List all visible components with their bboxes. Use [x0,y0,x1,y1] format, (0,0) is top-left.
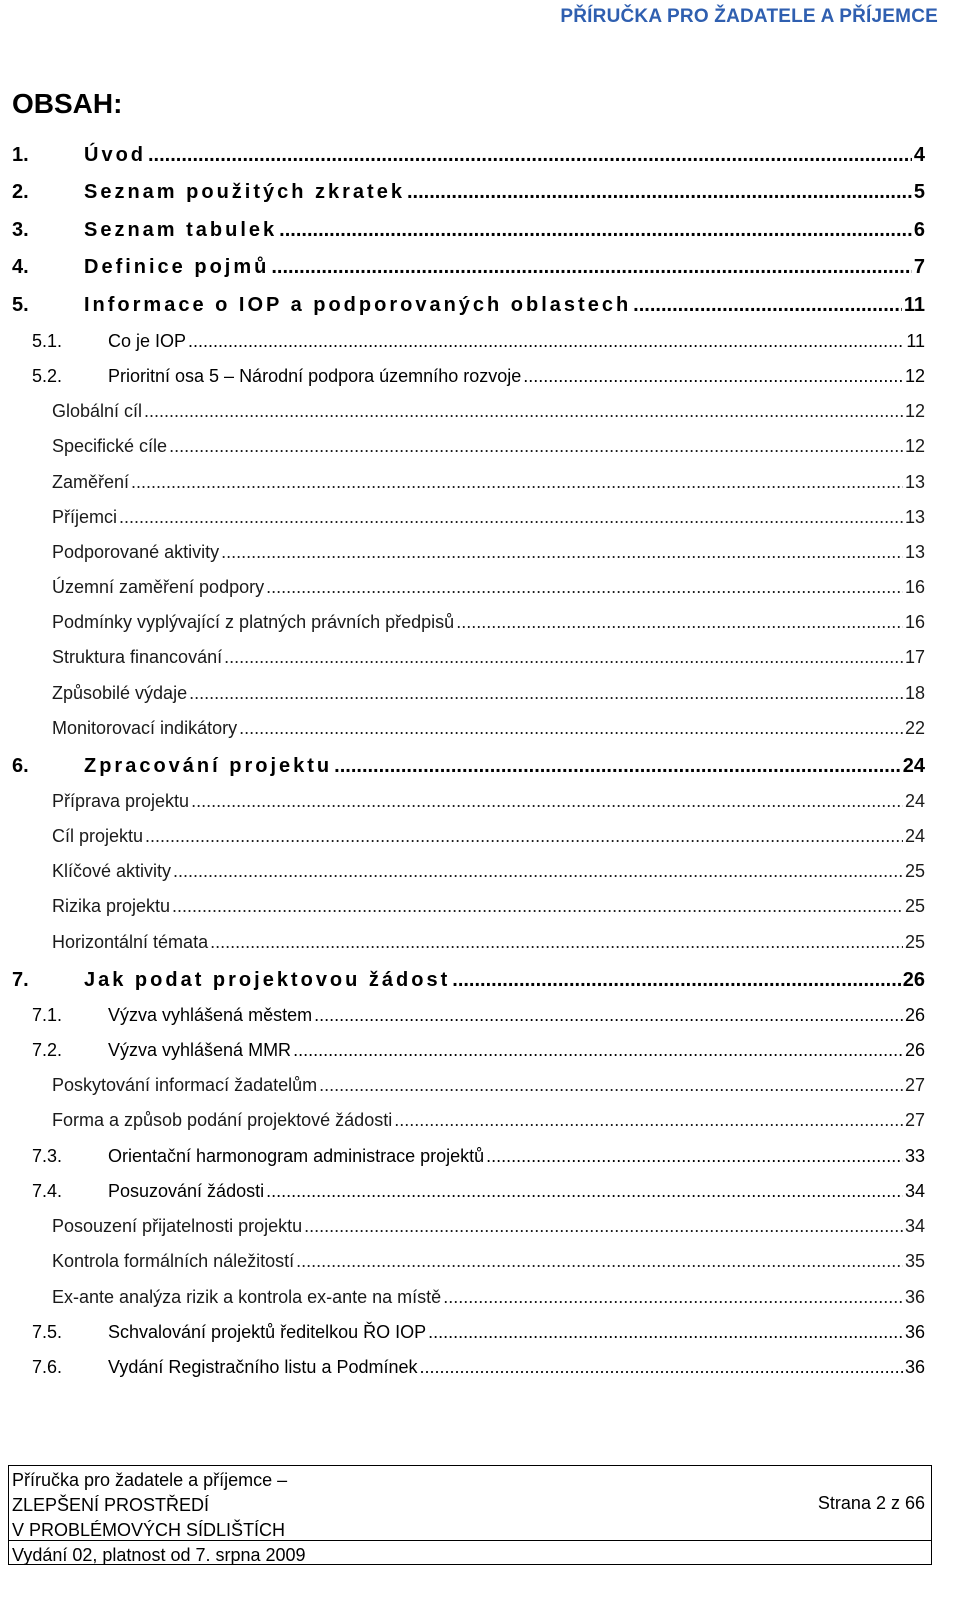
toc-entry[interactable] [52,647,925,668]
toc-entry-label: Způsobilé výdaje [52,683,188,703]
toc-dot-leader [189,683,903,704]
toc-entry-number: 6. [12,755,29,777]
toc-entry-page: 12 [904,366,925,386]
toc-entry-label: Klíčové aktivity [52,861,172,881]
toc-entry-page: 5 [913,181,925,203]
toc-entry-number: 7.5. [32,1322,63,1342]
toc-dot-leader [296,1251,903,1272]
toc-dot-leader [486,1146,903,1167]
toc-entry-page: 18 [904,683,925,703]
toc-entry[interactable] [52,472,925,493]
toc-entry[interactable] [52,1287,925,1308]
toc-entry-label: Výzva vyhlášená městem [108,1005,313,1025]
toc-entry[interactable] [12,256,925,279]
toc-entry[interactable] [12,969,925,992]
footer-divider [9,1540,931,1541]
toc-dot-leader [119,507,903,528]
toc-entry[interactable] [12,144,925,167]
toc-entry[interactable] [12,219,925,242]
footer-line-3: V PROBLÉMOVÝCH SÍDLIŠTÍCH [12,1520,286,1540]
toc-entry[interactable] [52,861,925,882]
toc-entry-label: Cíl projektu [52,826,144,846]
toc-entry[interactable] [52,932,925,953]
toc-entry-number: 7.1. [32,1005,63,1025]
toc-entry[interactable] [52,436,925,457]
toc-entry-label: Kontrola formálních náležitostí [52,1251,295,1271]
toc-entry-page: 27 [904,1110,925,1130]
toc-dot-leader [443,1287,903,1308]
toc-dot-leader [224,647,903,668]
toc-entry[interactable] [52,507,925,528]
toc-dot-leader [188,331,904,352]
toc-entry-page: 25 [904,896,925,916]
toc-entry-label: Posouzení přijatelnosti projektu [52,1216,303,1236]
toc-dot-leader [145,826,903,847]
toc-entry-page: 25 [904,861,925,881]
footer-edition: Vydání 02, platnost od 7. srpna 2009 [12,1545,306,1565]
toc-entry-page: 16 [904,577,925,597]
toc-dot-leader [172,896,903,917]
toc-title: OBSAH: [12,88,123,119]
toc-entry-page: 36 [904,1322,925,1342]
toc-dot-leader [314,1005,903,1026]
toc-entry-label: Výzva vyhlášená MMR [108,1040,292,1060]
toc-entry-page: 16 [904,612,925,632]
toc-entry-page: 12 [904,436,925,456]
toc-entry-page: 7 [913,256,925,278]
toc-entry-label: Zaměření [52,472,130,492]
toc-dot-leader [279,219,912,242]
toc-entry[interactable] [52,1251,925,1272]
toc-entry[interactable] [32,1322,925,1343]
toc-dot-leader [456,612,903,633]
toc-entry-page: 4 [913,144,925,166]
toc-entry-label: Informace o IOP a podporovaných oblastech [84,294,632,316]
toc-dot-leader [144,401,903,422]
toc-entry[interactable] [32,1146,925,1167]
toc-entry-label: Horizontální témata [52,932,209,952]
toc-entry-number: 7.2. [32,1040,63,1060]
toc-dot-leader [428,1322,903,1343]
toc-dot-leader [148,144,912,167]
toc-entry[interactable] [52,791,925,812]
toc-dot-leader [239,718,903,739]
toc-entry-label: Ex-ante analýza rizik a kontrola ex-ante na místě [52,1287,442,1307]
toc-entry-page: 22 [904,718,925,738]
toc-entry-page: 34 [904,1181,925,1201]
toc-entry-label: Posuzování žádosti [108,1181,265,1201]
toc-entry-label: Podporované aktivity [52,542,220,562]
toc-entry-number: 1. [12,144,29,166]
toc-entry[interactable] [32,1357,925,1378]
toc-dot-leader [633,294,902,317]
toc-entry-label: Podmínky vyplývající z platných právních předpisů [52,612,455,632]
toc-dot-leader [319,1075,903,1096]
toc-entry[interactable] [52,1110,925,1131]
toc-entry-label: Jak podat projektovou žádost [84,969,451,991]
toc-entry-page: 26 [902,969,925,991]
toc-dot-leader [407,181,912,204]
toc-entry-label: Orientační harmonogram administrace projektů [108,1146,485,1166]
toc-entry-label: Vydání Registračního listu a Podmínek [108,1357,418,1377]
page-footer [8,1465,932,1565]
toc-dot-leader [304,1216,903,1237]
footer-page-number: Strana 2 z 66 [817,1493,925,1513]
toc-entry-label: Schvalování projektů ředitelkou ŘO IOP [108,1322,427,1342]
toc-entry-number: 7.4. [32,1181,63,1201]
toc-entry-number: 7.3. [32,1146,63,1166]
toc-entry-page: 26 [904,1005,925,1025]
toc-entry-label: Specifické cíle [52,436,168,456]
toc-entry-page: 24 [904,791,925,811]
toc-entry-label: Příprava projektu [52,791,190,811]
toc-entry[interactable] [52,826,925,847]
toc-entry[interactable] [52,401,925,422]
toc-entry-number: 5. [12,294,29,316]
toc-entry-label: Globální cíl [52,401,143,421]
toc-entry-page: 24 [904,826,925,846]
toc-entry-page: 27 [904,1075,925,1095]
toc-entry-page: 26 [904,1040,925,1060]
toc-entry-page: 36 [904,1357,925,1377]
toc-entry-label: Prioritní osa 5 – Národní podpora územního rozvoje [108,366,522,386]
toc-entry-page: 34 [904,1216,925,1236]
footer-line-2: ZLEPŠENÍ PROSTŘEDÍ [12,1495,210,1515]
toc-entry-page: 13 [904,542,925,562]
toc-entry[interactable] [52,1075,925,1096]
toc-entry-label: Příjemci [52,507,118,527]
toc-entry[interactable] [52,896,925,917]
toc-entry-page: 17 [904,647,925,667]
toc-dot-leader [131,472,903,493]
toc-entry[interactable] [32,1181,925,1202]
toc-entry[interactable] [52,612,925,633]
toc-dot-leader [266,1181,903,1202]
toc-dot-leader [210,932,903,953]
toc-entry-page: 13 [904,472,925,492]
toc-entry[interactable] [32,1005,925,1026]
toc-entry-number: 3. [12,219,29,241]
toc-entry-number: 4. [12,256,29,278]
toc-dot-leader [271,256,912,279]
toc-entry-label: Monitorovací indikátory [52,718,238,738]
toc-dot-leader [169,436,903,457]
toc-entry-page: 25 [904,932,925,952]
toc-entry-label: Poskytování informací žadatelům [52,1075,318,1095]
toc-entry-label: Rizika projektu [52,896,171,916]
toc-entry[interactable] [12,294,925,317]
toc-entry-label: Struktura financování [52,647,223,667]
toc-dot-leader [394,1110,903,1131]
toc-entry-label: Územní zaměření podpory [52,577,265,597]
toc-entry-page: 12 [904,401,925,421]
toc-dot-leader [293,1040,903,1061]
toc-entry-page: 33 [904,1146,925,1166]
toc-entry-label: Co je IOP [108,331,187,351]
toc-dot-leader [221,542,903,563]
toc-entry-page: 36 [904,1287,925,1307]
toc-entry[interactable] [32,1040,925,1061]
toc-entry[interactable] [52,683,925,704]
toc-entry-page: 11 [906,331,925,351]
toc-entry-number: 2. [12,181,29,203]
footer-line-1: Příručka pro žadatele a příjemce – [12,1470,288,1490]
toc-dot-leader [334,755,901,778]
toc-dot-leader [420,1357,903,1378]
toc-entry[interactable] [32,331,925,352]
toc-entry[interactable] [32,366,925,387]
toc-entry[interactable] [52,1216,925,1237]
toc-entry-label: Forma a způsob podání projektové žádosti [52,1110,393,1130]
toc-entry[interactable] [12,755,925,778]
toc-entry-number: 7.6. [32,1357,63,1377]
toc-entry-label: Úvod [84,144,146,166]
toc-entry-page: 35 [904,1251,925,1271]
toc-dot-leader [173,861,903,882]
toc-entry[interactable] [52,577,925,598]
toc-entry-page: 13 [904,507,925,527]
running-header: PŘÍRUČKA PRO ŽADATELE A PŘÍJEMCE [560,6,938,27]
toc-dot-leader [523,366,903,387]
toc-entry-number: 7. [12,969,29,991]
toc-entry[interactable] [52,542,925,563]
footer-document-info [12,1468,306,1568]
toc-entry-number: 5.1. [32,331,63,351]
toc-entry-page: 24 [902,755,925,777]
toc-entry[interactable] [52,718,925,739]
toc-dot-leader [452,969,900,992]
toc-entry-label: Definice pojmů [84,256,270,278]
toc-entry-label: Seznam tabulek [84,219,278,241]
toc-entry-number: 5.2. [32,366,63,386]
toc-dot-leader [266,577,903,598]
toc-dot-leader [191,791,903,812]
toc-entry[interactable] [12,181,925,204]
toc-entry-page: 11 [903,294,925,316]
toc-entry-page: 6 [913,219,925,241]
toc-entry-label: Zpracování projektu [84,755,333,777]
toc-entry-label: Seznam použitých zkratek [84,181,405,203]
